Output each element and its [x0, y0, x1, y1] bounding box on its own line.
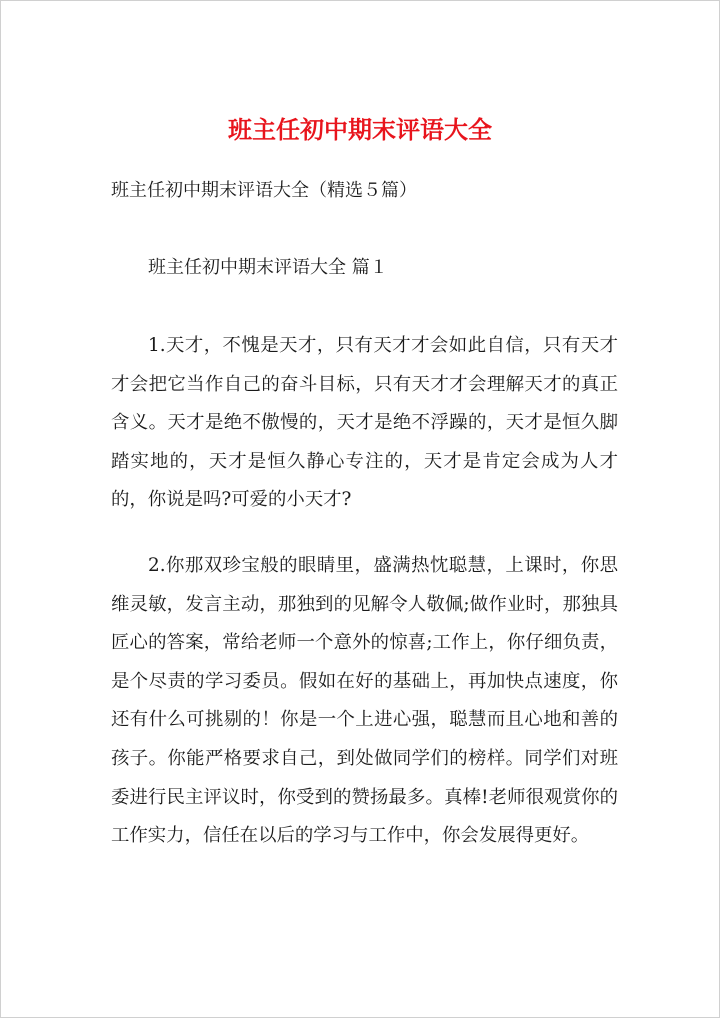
paragraph-2: 2.你那双珍宝般的眼睛里，盛满热忱聪慧，上课时，你思维灵敏，发言主动，那独到的见解令人敬佩;做作业时，那独具匠心的答案，常给老师一个意外的惊喜;工作上，你仔细负责，是个尽责的学习委员。假如在好的基础上，再加快点速度，你还有什么可挑剔的！你是一个上进心强，聪慧而且心地和善的孩子。你能严格要求自己，到处做同学们的榜样。同学们对班委进行民主评议时，你受到的赞扬最多。真棒!老师很观赏你的工作实力，信任在以后的学习与工作中，你会发展得更好。: [111, 555, 618, 847]
document-subtitle: 班主任初中期末评语大全（精选５篇）: [111, 180, 417, 201]
paragraph-1: 1.天才，不愧是天才，只有天才才会如此自信，只有天才才会把它当作自己的奋斗目标，只有天才才会理解天才的真正含义。天才是绝不傲慢的，天才是绝不浮躁的，天才是恒久脚踏实地的，天才是恒久静心专注的，天才是肯定会成为人才的，你说是吗?可爱的小天才?: [111, 335, 618, 511]
section-heading: 班主任初中期末评语大全 篇１: [148, 257, 388, 278]
document-title: 班主任初中期末评语大全: [228, 115, 492, 144]
